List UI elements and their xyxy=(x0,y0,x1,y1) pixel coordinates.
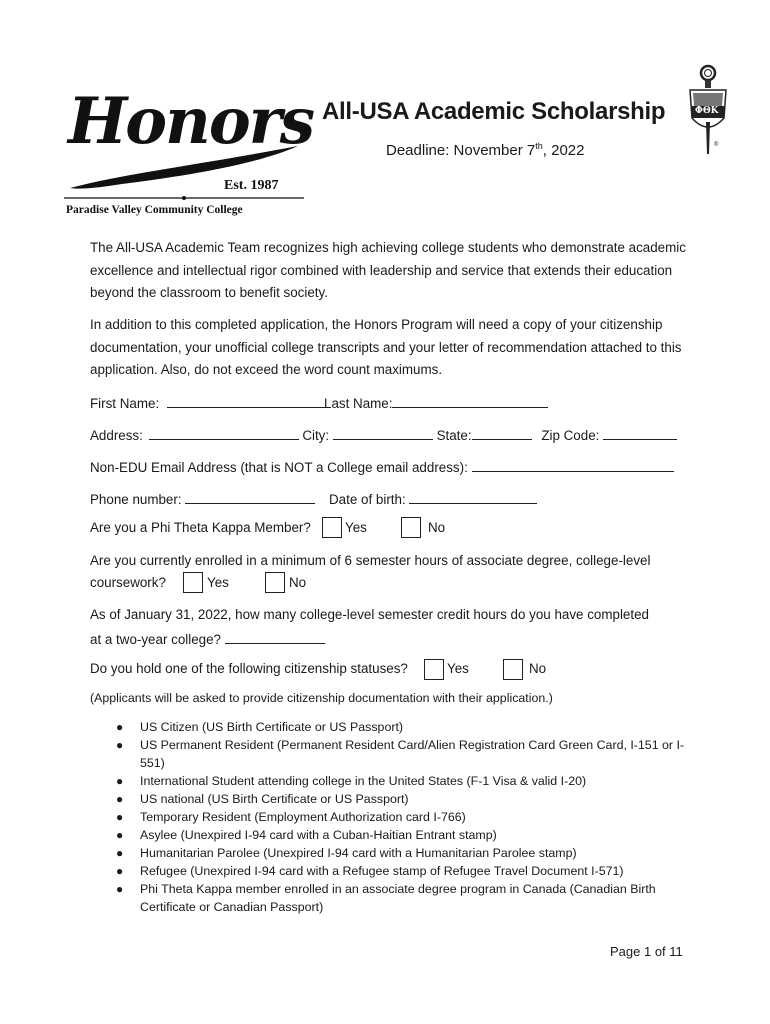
ptk-crest-icon xyxy=(684,62,728,160)
phone-field[interactable] xyxy=(185,489,315,504)
honors-logo xyxy=(62,84,314,220)
ptk-member-question: Are you a Phi Theta Kappa Member? xyxy=(90,520,311,535)
ptk-yes-label: Yes xyxy=(345,520,367,535)
bullet-icon: ● xyxy=(116,882,124,896)
page-number: Page 1 of 11 xyxy=(610,944,683,959)
deadline-text xyxy=(386,141,584,159)
citizenship-status-list xyxy=(112,718,692,916)
email-field[interactable] xyxy=(472,457,674,472)
logo-script-text: Honors xyxy=(68,84,314,159)
first-name-label: First Name: xyxy=(90,396,160,411)
credit-hours-question-line1: As of January 31, 2022, how many college-level semester credit hours do you have completed xyxy=(90,607,649,622)
citizenship-yes-checkbox[interactable] xyxy=(424,659,444,680)
enrolled-yes-label: Yes xyxy=(207,575,229,590)
address-label: Address: xyxy=(90,428,143,443)
list-item: ● Phi Theta Kappa member enrolled in an associate degree program in Canada (Canadian Birth Certificate or Canadian Passport) xyxy=(116,882,656,914)
list-item: ● International Student attending college in the United States (F-1 Visa & valid I-20) xyxy=(116,774,587,788)
bullet-icon: ● xyxy=(116,846,124,860)
city-label: City: xyxy=(302,428,330,443)
credit-hours-field[interactable] xyxy=(225,629,325,644)
last-name-row xyxy=(324,393,548,411)
logo-college-name: Paradise Valley Community College xyxy=(66,204,243,216)
city-field[interactable] xyxy=(333,425,433,440)
phone-label: Phone number: xyxy=(90,492,182,507)
citizenship-no-checkbox[interactable] xyxy=(503,659,523,680)
ptk-yes-checkbox[interactable] xyxy=(322,517,342,538)
dob-field[interactable] xyxy=(409,489,537,504)
enrolled-no-label: No xyxy=(289,575,307,590)
email-label: Non-EDU Email Address (that is NOT a College email address): xyxy=(90,460,468,475)
citizenship-question: Do you hold one of the following citizenship statuses? xyxy=(90,661,408,676)
email-row xyxy=(90,457,674,475)
bullet-icon: ● xyxy=(116,720,124,734)
list-item: ● Asylee (Unexpired I-94 card with a Cuban-Haitian Entrant stamp) xyxy=(116,828,497,842)
ptk-crest-letters: ΦΘΚ xyxy=(695,106,719,116)
list-item: ● Humanitarian Parolee (Unexpired I-94 card with a Humanitarian Parolee stamp) xyxy=(116,846,577,860)
last-name-field[interactable] xyxy=(392,393,548,408)
ptk-registered-mark: ® xyxy=(714,142,719,148)
enrolled-question-line2: coursework? xyxy=(90,575,166,590)
state-field[interactable] xyxy=(472,425,532,440)
bullet-icon: ● xyxy=(116,792,124,806)
list-item: ● US Permanent Resident (Permanent Resident Card/Alien Registration Card Green Card, I-151 or I-551) xyxy=(116,738,685,770)
zip-field[interactable] xyxy=(603,425,677,440)
citizenship-yes-label: Yes xyxy=(447,661,469,676)
bullet-icon: ● xyxy=(116,774,124,788)
citizenship-note: (Applicants will be asked to provide citizenship documentation with their application.) xyxy=(90,691,553,705)
logo-established-text: Est. 1987 xyxy=(224,178,279,193)
list-item: ● Refugee (Unexpired I-94 card with a Refugee stamp of Refugee Travel Document I-571) xyxy=(116,864,624,878)
first-name-field[interactable] xyxy=(167,393,327,408)
dob-row xyxy=(329,489,537,507)
bullet-icon: ● xyxy=(116,864,124,878)
bullet-icon: ● xyxy=(116,738,124,752)
address-field[interactable] xyxy=(149,425,299,440)
bullet-icon: ● xyxy=(116,810,124,824)
zip-label: Zip Code: xyxy=(541,428,600,443)
dob-label: Date of birth: xyxy=(329,492,406,507)
enrolled-yes-checkbox[interactable] xyxy=(183,572,203,593)
name-row xyxy=(90,393,327,411)
last-name-label: Last Name: xyxy=(324,396,393,411)
enrolled-no-checkbox[interactable] xyxy=(265,572,285,593)
deadline-superscript: th xyxy=(535,141,543,151)
citizenship-no-label: No xyxy=(529,661,547,676)
deadline-prefix: Deadline: November 7 xyxy=(386,142,536,159)
deadline-suffix: , 2022 xyxy=(542,142,585,159)
list-item: ● US national (US Birth Certificate or US Passport) xyxy=(116,792,409,806)
intro-paragraph-2: In addition to this completed application, the Honors Program will need a copy of your citizenship documentation, your unofficial college transcripts and your letter of recommendation attached to this application. Also, do not exceed the word count maximums. xyxy=(90,317,682,377)
phone-row xyxy=(90,489,315,507)
state-label: State: xyxy=(436,428,472,443)
bullet-icon: ● xyxy=(116,828,124,842)
address-row xyxy=(90,425,677,443)
list-item: ● US Citizen (US Birth Certificate or US Passport) xyxy=(116,720,404,734)
list-item: ● Temporary Resident (Employment Authorization card I-766) xyxy=(116,810,466,824)
intro-paragraph-1: The All-USA Academic Team recognizes high achieving college students who demonstrate academic excellence and intellectual rigor combined with leadership and service that extends their education beyond the classroom to benefit society. xyxy=(90,240,686,300)
ptk-no-label: No xyxy=(428,520,446,535)
page-title: All-USA Academic Scholarship xyxy=(322,98,666,125)
enrolled-question-line1: Are you currently enrolled in a minimum of 6 semester hours of associate degree, college-level xyxy=(90,553,651,568)
ptk-no-checkbox[interactable] xyxy=(401,517,421,538)
credit-hours-question-text: at a two-year college? xyxy=(90,632,222,647)
credit-hours-question-line2 xyxy=(90,629,325,647)
